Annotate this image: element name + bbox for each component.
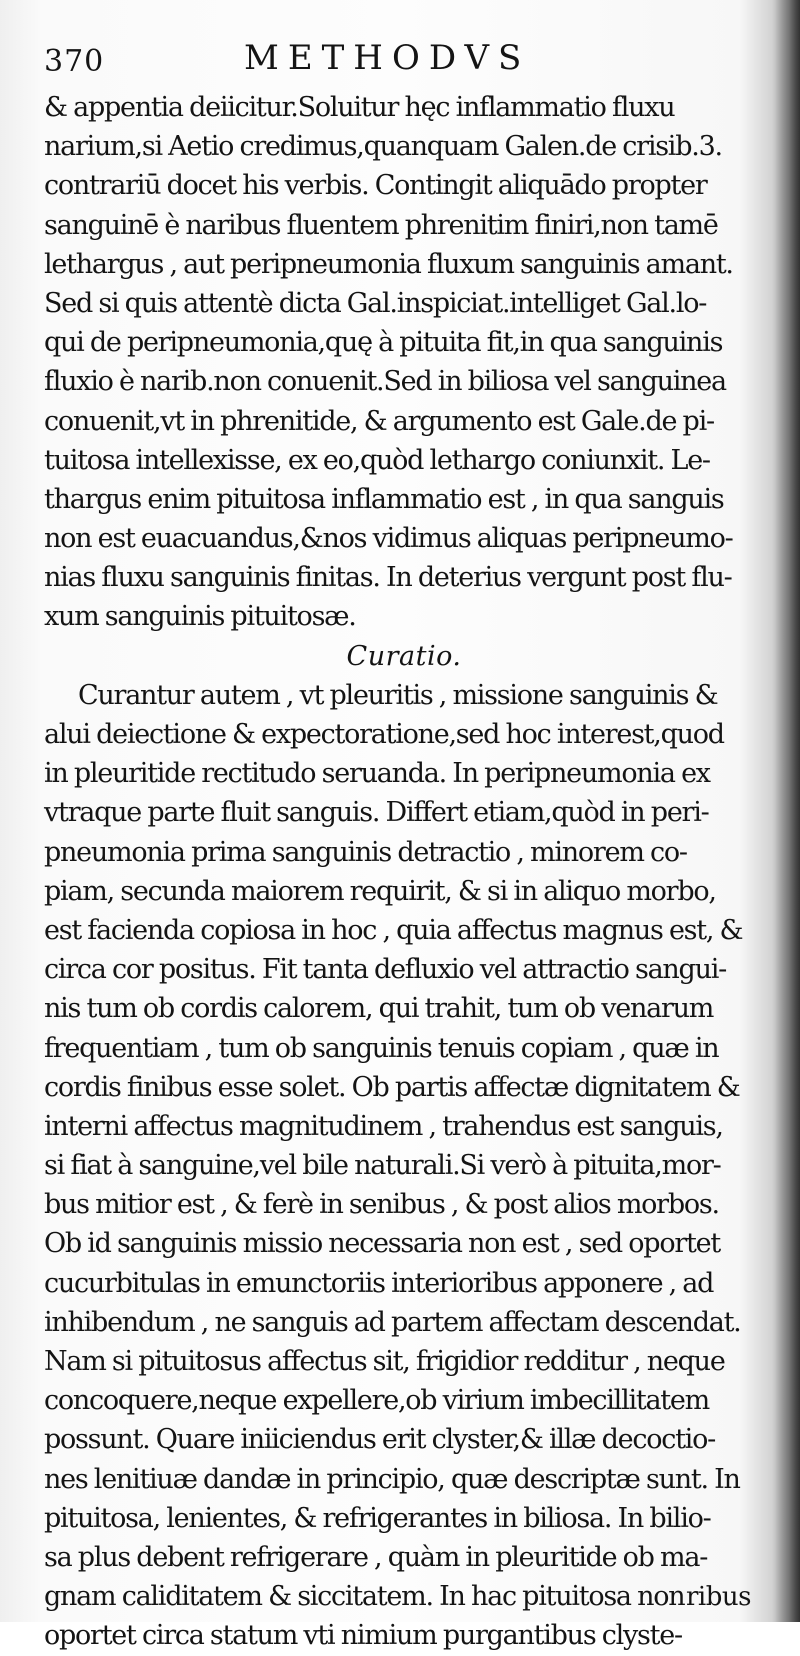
text-line: vtraque parte fluit sanguis. Differt etiam,quòd in peri-: [44, 797, 709, 829]
catchword: ribus: [686, 1582, 751, 1612]
text-line: sanguinē è naribus fluentem phrenitim finiri,non tamē: [44, 209, 718, 241]
text-line: non est euacuandus,&nos vidimus aliquas peripneumo-: [44, 523, 733, 555]
text-line: cordis finibus esse solet. Ob partis affectæ dignitatem &: [44, 1071, 740, 1103]
text-line: tuitosa intellexisse, ex eo,quòd lethargo coniunxit. Le-: [44, 444, 710, 476]
text-line: contrariū docet his verbis. Contingit aliquādo propter: [44, 170, 707, 202]
text-line: si fiat à sanguine,vel bile naturali.Si verò à pituita,mor-: [44, 1150, 721, 1182]
section-heading: Curatio.: [346, 640, 462, 672]
text-line: Nam si pituitosus affectus sit, frigidior redditur , neque: [44, 1346, 725, 1377]
text-line: piam, secunda maiorem requirit, & si in aliquo morbo,: [44, 875, 716, 907]
running-head: [44, 38, 764, 88]
text-line: frequentiam , tum ob sanguinis tenuis copiam , quæ in: [44, 1032, 719, 1064]
body-text: [44, 88, 764, 1656]
text-line: pneumonia prima sanguinis detractio , minorem co-: [44, 836, 687, 868]
text-line: thargus enim pituitosa inflammatio est , in qua sanguis: [44, 483, 724, 515]
text-line: fluxio è narib.non conuenit.Sed in biliosa vel sanguinea: [44, 366, 726, 398]
text-line: nis tum ob cordis calorem, qui trahit, tum ob venarum: [44, 993, 714, 1025]
text-line: alui deiectione & expectoratione,sed hoc interest,quod: [44, 719, 724, 750]
text-line: oportet circa statum vti nimium purgantibus clyste-: [44, 1620, 682, 1652]
text-line: bus mitior est , & ferè in senibus , & post alios morbos.: [44, 1189, 719, 1221]
text-line: narium,si Aetio credimus,quanquam Galen.de crisib.3.: [44, 131, 722, 163]
text-line: possunt. Quare iniiciendus erit clyster,& illæ decoctio-: [44, 1424, 715, 1456]
text-line: & appentia deiicitur.Soluitur hęc inflammatio fluxu: [44, 92, 675, 123]
text-line: gnam caliditatem & siccitatem. In hac pituitosa non: [44, 1581, 685, 1613]
text-line: pituitosa, lenientes, & refrigerantes in biliosa. In bilio-: [44, 1502, 711, 1534]
text-line: cucurbitulas in emunctoriis interioribus apponere , ad: [44, 1267, 714, 1299]
binding-shadow: [772, 0, 800, 1622]
text-line: interni affectus magnitudinem , trahendus est sanguis,: [44, 1110, 723, 1142]
page-title: METHODVS: [244, 38, 531, 78]
text-line: in pleuritide rectitudo seruanda. In peripneumonia ex: [44, 758, 710, 790]
text-line: circa cor positus. Fit tanta defluxio vel attractio sangui-: [44, 954, 726, 986]
text-line: concoquere,neque expellere,ob virium imbecillitatem: [44, 1385, 709, 1417]
text-line: sa plus debent refrigerare , quàm in pleuritide ob ma-: [44, 1541, 708, 1573]
text-line: Curantur autem , vt pleuritis , missione sanguinis &: [78, 679, 718, 711]
text-line: nes lenitiuæ dandæ in principio, quæ descriptæ sunt. In: [44, 1463, 740, 1495]
text-line: Ob id sanguinis missio necessaria non est , sed oportet: [44, 1228, 720, 1260]
text-line: inhibendum , ne sanguis ad partem affectam descendat.: [44, 1306, 741, 1338]
text-line: nias fluxu sanguinis finitas. In deterius vergunt post flu-: [44, 562, 732, 594]
text-line: xum sanguinis pituitosæ.: [44, 601, 356, 633]
text-line: qui de peripneumonia,quę à pituita fit,in qua sanguinis: [44, 327, 723, 359]
text-line: Sed si quis attentè dicta Gal.inspiciat.intelliget Gal.lo-: [44, 287, 707, 319]
text-line: lethargus , aut peripneumonia fluxum sanguinis amant.: [44, 248, 733, 280]
text-line: est facienda copiosa in hoc , quia affectus magnus est, &: [44, 914, 743, 946]
page-number: 370: [44, 44, 105, 79]
text-line: conuenit,vt in phrenitide, & argumento est Gale.de pi-: [44, 405, 714, 437]
